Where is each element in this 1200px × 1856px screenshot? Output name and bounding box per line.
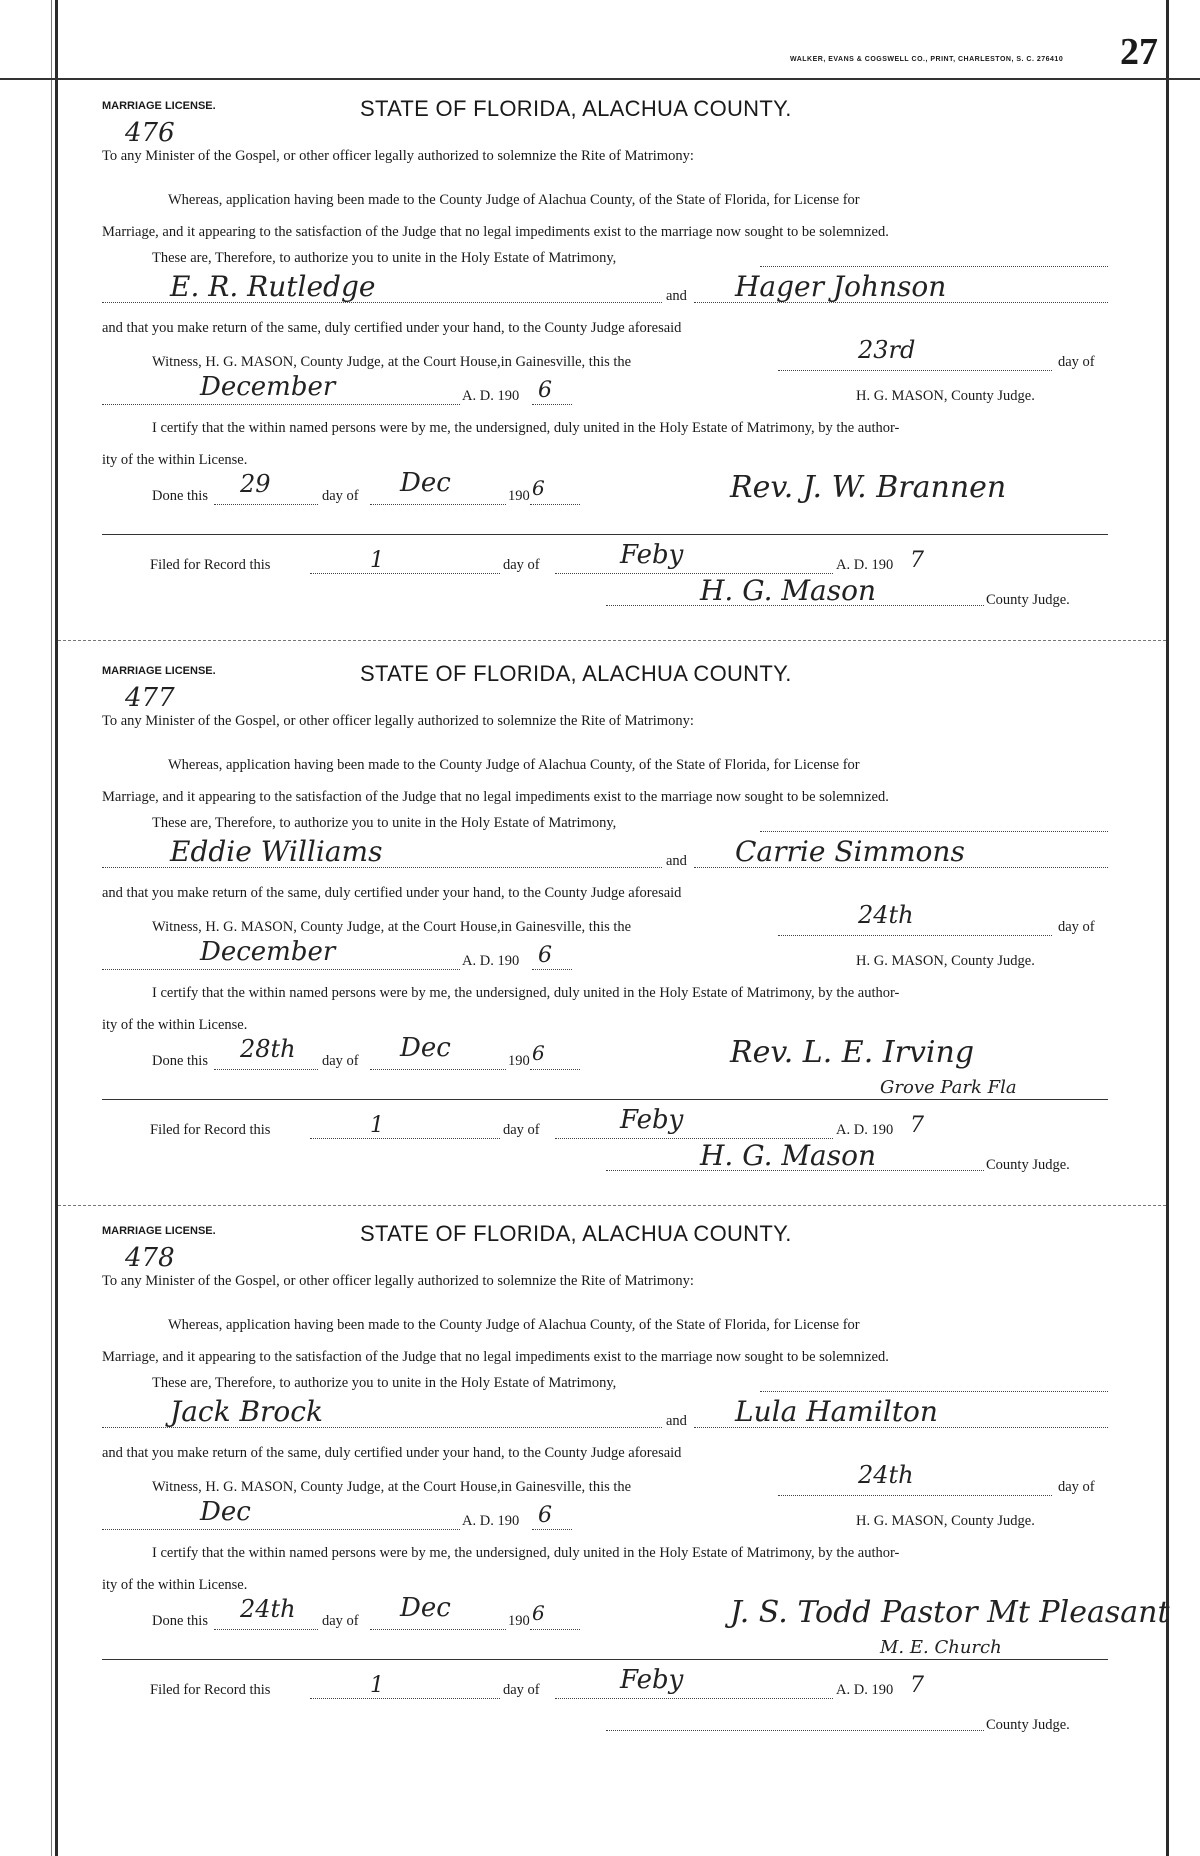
clerk-signature: H. G. Mason <box>700 574 877 607</box>
filed-month: Feby <box>620 540 684 570</box>
witness-line: Witness, H. G. MASON, County Judge, at the Court House,in Gainesville, this the <box>152 919 632 935</box>
license-number: 476 <box>125 118 175 148</box>
record-separator <box>58 1205 1166 1206</box>
bride-name: Carrie Simmons <box>735 835 965 868</box>
done-year: 6 <box>532 1601 545 1625</box>
clerk-signature: H. G. Mason <box>700 1139 877 1172</box>
filed-label: Filed for Record this <box>150 1122 271 1138</box>
done-month: Dec <box>400 468 451 498</box>
certify-line-2: ity of the within License. <box>102 1017 248 1033</box>
groom-name: Eddie Williams <box>170 835 383 868</box>
and-label: and <box>666 853 687 869</box>
header-rule <box>0 78 1200 80</box>
done-month: Dec <box>400 1033 451 1063</box>
license-number: 477 <box>125 683 175 713</box>
page-number: 27 <box>1120 31 1158 73</box>
county-judge-label: County Judge. <box>986 592 1070 608</box>
certify-line-1: I certify that the within named persons were by me, the undersigned, duly united in the Holy Estate of Matrimony, by the author- <box>152 1545 900 1561</box>
bride-name: Hager Johnson <box>735 270 947 303</box>
filed-year: 7 <box>910 1113 924 1138</box>
county-judge-label: County Judge. <box>986 1717 1070 1733</box>
ad-label: A. D. 190 <box>462 1513 520 1529</box>
witness-month: Dec <box>200 1497 251 1527</box>
certify-line-1: I certify that the within named persons were by me, the undersigned, duly united in the Holy Estate of Matrimony, by the author- <box>152 420 900 436</box>
whereas-line-2: Marriage, and it appearing to the satisfaction of the Judge that no legal impediments exist to the marriage now sought to be solemnized. <box>102 1349 889 1365</box>
license-label: MARRIAGE LICENSE. <box>102 665 216 677</box>
done-this-label: Done this <box>152 1613 208 1629</box>
witness-line: Witness, H. G. MASON, County Judge, at the Court House,in Gainesville, this the <box>152 354 632 370</box>
done-month: Dec <box>400 1593 451 1623</box>
done-day-of-label: day of <box>322 1613 359 1629</box>
filed-day: 1 <box>370 1113 384 1138</box>
judge-signature-printed: H. G. MASON, County Judge. <box>856 1513 1035 1529</box>
and-label: and <box>666 288 687 304</box>
license-label: MARRIAGE LICENSE. <box>102 100 216 112</box>
license-number: 478 <box>125 1243 175 1273</box>
done-day: 29 <box>240 470 271 498</box>
filed-month: Feby <box>620 1105 684 1135</box>
page-border-left <box>55 0 58 1856</box>
ad-label: A. D. 190 <box>462 953 520 969</box>
judge-signature-printed: H. G. MASON, County Judge. <box>856 388 1035 404</box>
done-day-of-label: day of <box>322 488 359 504</box>
authorize-line: These are, Therefore, to authorize you to unite in the Holy Estate of Matrimony, <box>152 815 617 831</box>
groom-name: Jack Brock <box>170 1395 323 1428</box>
whereas-line-1: Whereas, application having been made to the County Judge of Alachua County, of the State of Florida, for License for <box>168 1317 860 1333</box>
and-label: and <box>666 1413 687 1429</box>
filed-month: Feby <box>620 1665 684 1695</box>
address-line: To any Minister of the Gospel, or other officer legally authorized to solemnize the Rite of Matrimony: <box>102 713 694 729</box>
address-line: To any Minister of the Gospel, or other officer legally authorized to solemnize the Rite of Matrimony: <box>102 148 694 164</box>
officiant-signature: Rev. J. W. Brannen <box>730 470 1007 505</box>
officiant-signature-line2: Grove Park Fla <box>880 1077 1017 1098</box>
filed-day-of-label: day of <box>503 1122 540 1138</box>
whereas-line-2: Marriage, and it appearing to the satisfaction of the Judge that no legal impediments exist to the marriage now sought to be solemnized. <box>102 224 889 240</box>
filed-year: 7 <box>910 548 924 573</box>
witness-day: 24th <box>858 901 914 929</box>
witness-year: 6 <box>538 1503 552 1528</box>
return-line: and that you make return of the same, duly certified under your hand, to the County Judge aforesaid <box>102 320 682 336</box>
done-day: 28th <box>240 1035 296 1063</box>
done-year-label: 190 <box>508 1613 530 1629</box>
return-line: and that you make return of the same, duly certified under your hand, to the County Judge aforesaid <box>102 885 682 901</box>
ad-label: A. D. 190 <box>462 388 520 404</box>
certify-line-2: ity of the within License. <box>102 1577 248 1593</box>
done-day: 24th <box>240 1595 296 1623</box>
day-of-label: day of <box>1058 919 1095 935</box>
officiant-signature-line2: M. E. Church <box>880 1637 1002 1658</box>
authorize-line: These are, Therefore, to authorize you to unite in the Holy Estate of Matrimony, <box>152 250 617 266</box>
groom-name: E. R. Rutledge <box>170 270 376 303</box>
filed-day: 1 <box>370 1673 384 1698</box>
witness-month: December <box>200 372 336 402</box>
license-label: MARRIAGE LICENSE. <box>102 1225 216 1237</box>
state-title: STATE OF FLORIDA, ALACHUA COUNTY. <box>360 96 792 121</box>
state-title: STATE OF FLORIDA, ALACHUA COUNTY. <box>360 661 792 686</box>
certify-line-1: I certify that the within named persons were by me, the undersigned, duly united in the Holy Estate of Matrimony, by the author- <box>152 985 900 1001</box>
page-border-left-thin <box>51 0 52 1856</box>
filed-year: 7 <box>910 1673 924 1698</box>
witness-day: 24th <box>858 1461 914 1489</box>
filed-label: Filed for Record this <box>150 557 271 573</box>
witness-line: Witness, H. G. MASON, County Judge, at the Court House,in Gainesville, this the <box>152 1479 632 1495</box>
printer-imprint: WALKER, EVANS & COGSWELL CO., PRINT, CHARLESTON, S. C. 276410 <box>790 56 1064 63</box>
record-separator <box>58 640 1166 641</box>
filed-ad-label: A. D. 190 <box>836 557 894 573</box>
done-year: 6 <box>532 1041 545 1065</box>
judge-signature-printed: H. G. MASON, County Judge. <box>856 953 1035 969</box>
witness-year: 6 <box>538 378 552 403</box>
done-year-label: 190 <box>508 488 530 504</box>
officiant-signature: J. S. Todd Pastor Mt Pleasant <box>730 1595 1170 1630</box>
done-year: 6 <box>532 476 545 500</box>
witness-day: 23rd <box>858 336 916 364</box>
authorize-line: These are, Therefore, to authorize you to unite in the Holy Estate of Matrimony, <box>152 1375 617 1391</box>
return-line: and that you make return of the same, duly certified under your hand, to the County Judge aforesaid <box>102 1445 682 1461</box>
done-this-label: Done this <box>152 488 208 504</box>
filed-ad-label: A. D. 190 <box>836 1122 894 1138</box>
witness-year: 6 <box>538 943 552 968</box>
bride-name: Lula Hamilton <box>735 1395 938 1428</box>
whereas-line-1: Whereas, application having been made to the County Judge of Alachua County, of the State of Florida, for License for <box>168 757 860 773</box>
state-title: STATE OF FLORIDA, ALACHUA COUNTY. <box>360 1221 792 1246</box>
county-judge-label: County Judge. <box>986 1157 1070 1173</box>
filed-day-of-label: day of <box>503 1682 540 1698</box>
page-border-right <box>1166 0 1169 1856</box>
witness-month: December <box>200 937 336 967</box>
address-line: To any Minister of the Gospel, or other officer legally authorized to solemnize the Rite of Matrimony: <box>102 1273 694 1289</box>
day-of-label: day of <box>1058 354 1095 370</box>
filed-label: Filed for Record this <box>150 1682 271 1698</box>
certify-line-2: ity of the within License. <box>102 452 248 468</box>
filed-ad-label: A. D. 190 <box>836 1682 894 1698</box>
done-year-label: 190 <box>508 1053 530 1069</box>
filed-day-of-label: day of <box>503 557 540 573</box>
whereas-line-2: Marriage, and it appearing to the satisfaction of the Judge that no legal impediments exist to the marriage now sought to be solemnized. <box>102 789 889 805</box>
whereas-line-1: Whereas, application having been made to the County Judge of Alachua County, of the State of Florida, for License for <box>168 192 860 208</box>
day-of-label: day of <box>1058 1479 1095 1495</box>
done-this-label: Done this <box>152 1053 208 1069</box>
filed-day: 1 <box>370 548 384 573</box>
done-day-of-label: day of <box>322 1053 359 1069</box>
officiant-signature: Rev. L. E. Irving <box>730 1035 975 1070</box>
